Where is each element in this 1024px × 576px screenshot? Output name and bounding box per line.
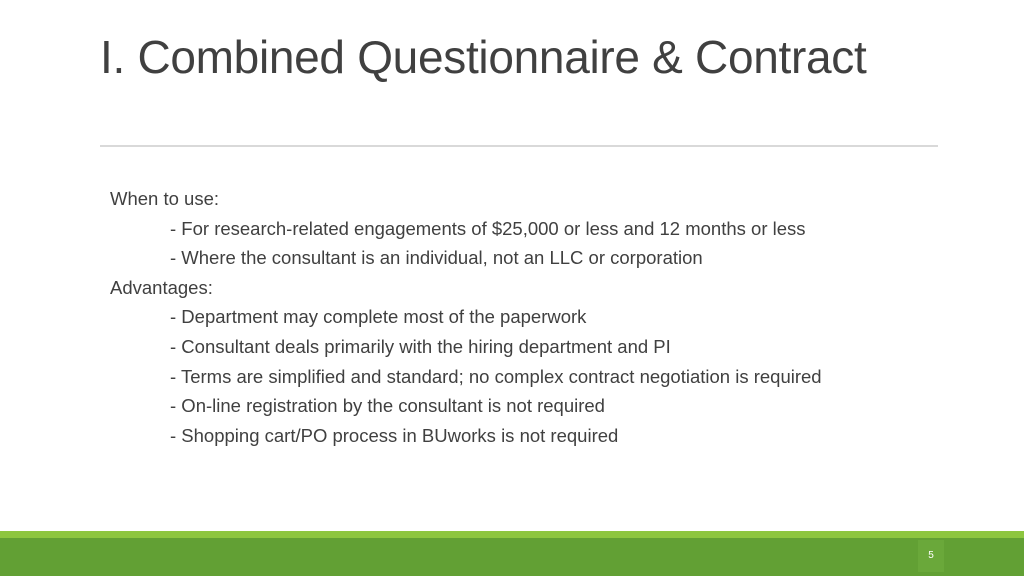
advantages-item: - Department may complete most of the paperwork — [170, 306, 587, 328]
when-to-use-item: - Where the consultant is an individual, not an LLC or corporation — [170, 247, 703, 269]
title-divider — [100, 145, 938, 147]
footer-bar — [0, 538, 1024, 576]
advantages-item: - Shopping cart/PO process in BUworks is not required — [170, 424, 619, 446]
slide-title: I. Combined Questionnaire & Contract — [100, 31, 867, 83]
advantages-heading: Advantages: — [110, 276, 213, 298]
slide-body — [110, 184, 822, 450]
advantages-item: - Consultant deals primarily with the hiring department and PI — [170, 335, 671, 357]
when-to-use-heading: When to use: — [110, 188, 220, 209]
when-to-use-item: - For research-related engagements of $25,000 or less and 12 months or less — [170, 217, 806, 239]
footer-accent-bar — [0, 531, 1024, 538]
page-number: 5 — [928, 550, 934, 561]
advantages-item: - On-line registration by the consultant is not required — [170, 395, 605, 417]
advantages-item: - Terms are simplified and standard; no complex contract negotiation is required — [170, 365, 822, 387]
